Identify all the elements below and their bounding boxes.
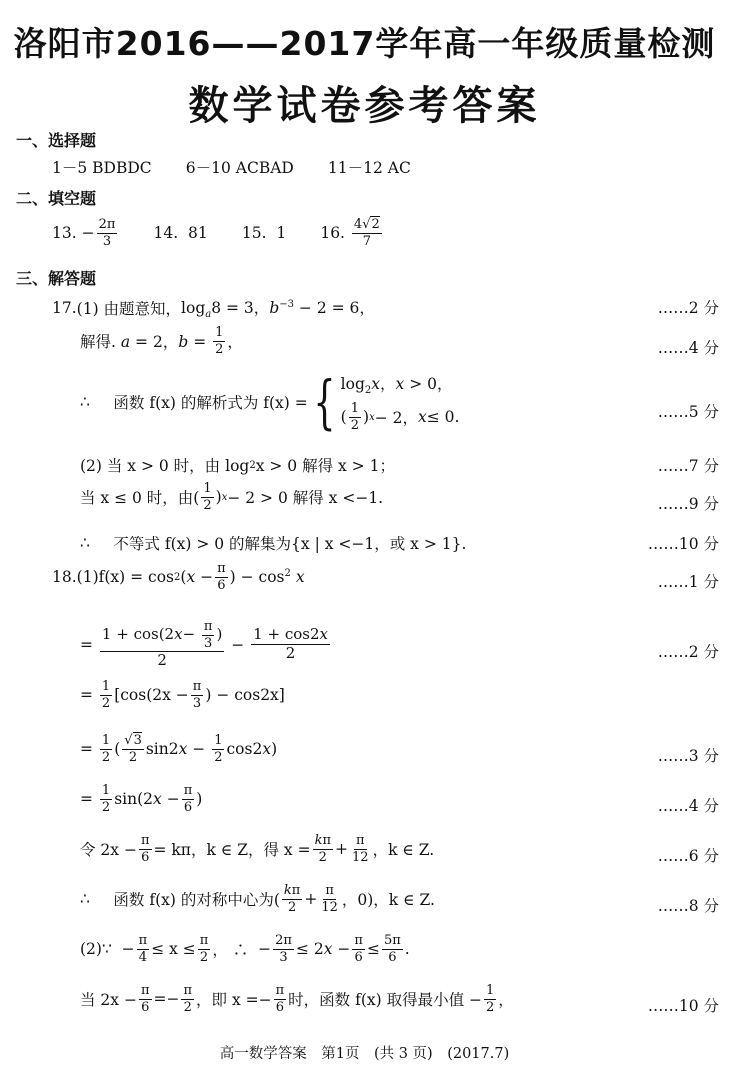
- q17-line-1: 17. (1) 由题意知， $\log_a8 = 3$，$b^{-3} - 2 = 6$，: [52, 298, 375, 321]
- q18-part2-c: ， ∴: [212, 941, 249, 960]
- score-17-3: ……5 分: [657, 403, 719, 421]
- section-heading-solve: 三、解答题: [16, 269, 97, 288]
- q17-part2-b: x > 0 解得 x > 1；: [255, 457, 395, 475]
- q17-part2-a: (2) 当 x > 0 时，由 log: [80, 457, 250, 475]
- q17-part1-intro: (1) 由题意知，: [76, 300, 182, 319]
- q18-center-a: 函数 f(x) 的对称中心为(: [113, 891, 280, 910]
- score-18-1: ……1 分: [657, 573, 719, 591]
- q18-label: 18.: [52, 568, 77, 587]
- q17-line-3: ∴ 函数 f(x) 的解析式为 f(x) = { $\log_2x$，x > 0， ( $\frac{1}{2}$ ) x − 2， x ≤ 0.: [80, 368, 460, 437]
- q18-line-4: = $\frac{1}{2}$ ( $\frac{√3}{2}$ sin2x − $\frac{1}{2}$ cos2x): [80, 733, 278, 765]
- score-17-1: ……2 分: [657, 299, 719, 317]
- q15-answer: 1: [276, 224, 287, 243]
- q13-fraction: $\frac{2\pi}{3}$: [98, 217, 116, 249]
- q18-part2-a: (2)∵: [80, 940, 112, 959]
- q18-line-2: = 1 + cos(2 x − $\frac{\pi}{3}$ ) 2 − $\frac{1 + \cos 2x}{2}$: [80, 619, 328, 670]
- q18-last-b: =−: [153, 990, 180, 1009]
- q18-line-1: 18. (1)f(x) = cos 2 (x − $\frac{\pi}{6}$ ) − $\cos^2 x$: [52, 561, 305, 593]
- section-heading-choice: 一、选择题: [16, 131, 97, 150]
- q16-label: 16.: [320, 224, 345, 243]
- document-title: 洛阳市2016——2017学年高一年级质量检测: [13, 24, 716, 63]
- score-18-4: ……4 分: [657, 797, 719, 815]
- q18-line-7: ∴ 函数 f(x) 的对称中心为( $\frac{k\pi}{2}$ + $\frac{\pi}{12}$ ，0)，k ∈ Z.: [80, 883, 435, 915]
- score-17-4: ……7 分: [657, 457, 719, 475]
- q18-line3-b: ) − cos2x]: [205, 686, 285, 705]
- score-17-5: ……9 分: [657, 495, 719, 513]
- score-18-5: ……6 分: [657, 847, 719, 865]
- score-17-6: ……10 分: [647, 535, 719, 553]
- q13-label: 13.: [52, 224, 77, 243]
- q18-let-b: = kπ，k ∈ Z，得 x =: [153, 841, 311, 860]
- q18-center-b: ，0)，k ∈ Z.: [341, 891, 435, 910]
- score-18-7: ……10 分: [647, 997, 719, 1015]
- q17-line-4: (2) 当 x > 0 时，由 log 2 x > 0 解得 x > 1；: [80, 454, 395, 476]
- q17-part3-a: 当 x ≤ 0 时，由(: [80, 489, 200, 508]
- q18-line-3: = $\frac{1}{2}$ [cos(2x − $\frac{\pi}{3}$ ) − cos2x]: [80, 679, 285, 711]
- score-18-6: ……8 分: [657, 897, 719, 915]
- q14-label: 14.: [153, 224, 179, 243]
- q17-line-5: 当 x ≤ 0 时，由( $\frac{1}{2}$ ) x − 2 > 0 解得 x <−1.: [80, 481, 384, 513]
- choice-group-2: 6－10 ACBAD: [185, 159, 294, 177]
- q18-last-e: ，: [498, 991, 514, 1010]
- q15-label: 15.: [241, 224, 267, 243]
- q18-last-d: 时，函数 f(x) 取得最小值 −: [288, 991, 482, 1010]
- q17-line-2: 解得. a = 2，b = $\frac{1}{2}$ ，: [80, 325, 243, 357]
- score-18-2: ……2 分: [657, 643, 719, 661]
- q18-line3-a: [cos(2x −: [114, 686, 189, 705]
- choice-group-1: 1－5 BDBDC: [52, 159, 152, 177]
- q17-part3-c: − 2 > 0 解得 x <−1.: [227, 489, 384, 508]
- q17-final-answer: 不等式 f(x) > 0 的解集为{x | x <−1，或 x > 1}.: [113, 535, 467, 553]
- q17-solve-label: 解得.: [80, 333, 116, 352]
- q17-label: 17.: [52, 299, 77, 318]
- therefore-symbol: ∴: [80, 393, 90, 412]
- q17-line-6: [80, 532, 466, 554]
- q17-function-intro: 函数 f(x) 的解析式为 f(x) =: [113, 394, 308, 413]
- q18-let-c: ，k ∈ Z.: [372, 841, 435, 860]
- page-footer: 高一数学答案 第1页 (共 3 页) (2017.7): [219, 1046, 510, 1062]
- q14-answer: 81: [188, 224, 208, 243]
- score-18-3: ……3 分: [657, 747, 719, 765]
- document-subtitle: 数学试卷参考答案: [188, 83, 541, 129]
- section-heading-fill: 二、填空题: [16, 189, 97, 208]
- q18-line-5: = $\frac{1}{2}$ sin(2x − $\frac{\pi}{6}$ ): [80, 783, 203, 815]
- q17-part3-b: ): [215, 488, 222, 507]
- therefore-symbol: ∴: [80, 534, 90, 552]
- score-17-2: ……4 分: [657, 339, 719, 357]
- q18-let-a: 令 2x −: [80, 841, 137, 860]
- fill-answers: 13. − $\frac{2\pi}{3}$ 14. 81 15. 1 16. $\frac{4√2}{7}$: [52, 217, 380, 249]
- q18-part2-b: ≤ x ≤: [151, 940, 196, 959]
- q18-line-9: 当 2x − $\frac{\pi}{6}$ =− $\frac{\pi}{2}$ ，即 x =− $\frac{\pi}{6}$ 时，函数 f(x) 取得最小值 − $\frac{1}{2}$ ，: [80, 983, 514, 1015]
- q18-part1: (1)f(x) = cos: [76, 568, 174, 587]
- therefore-symbol: ∴: [80, 890, 90, 909]
- q18-last-c: ，即 x =−: [196, 991, 272, 1010]
- q16-fraction: $\frac{4√2}{7}$: [353, 217, 380, 249]
- q18-line-8: (2)∵ − $\frac{\pi}{4}$ ≤ x ≤ $\frac{\pi}{2}$ ， ∴ − $\frac{2\pi}{3}$ ≤ 2x − $\frac{\pi}{6}$ ≤ $\frac{5\pi}{6}$ .: [80, 933, 410, 965]
- q18-line-6: 令 2x − $\frac{\pi}{6}$ = kπ，k ∈ Z，得 x = $\frac{k\pi}{2}$ + $\frac{\pi}{12}$ ，k ∈ Z.: [80, 833, 435, 865]
- choice-answers: [52, 156, 411, 178]
- choice-group-3: 11－12 AC: [327, 159, 411, 177]
- q18-last-a: 当 2x −: [80, 991, 137, 1010]
